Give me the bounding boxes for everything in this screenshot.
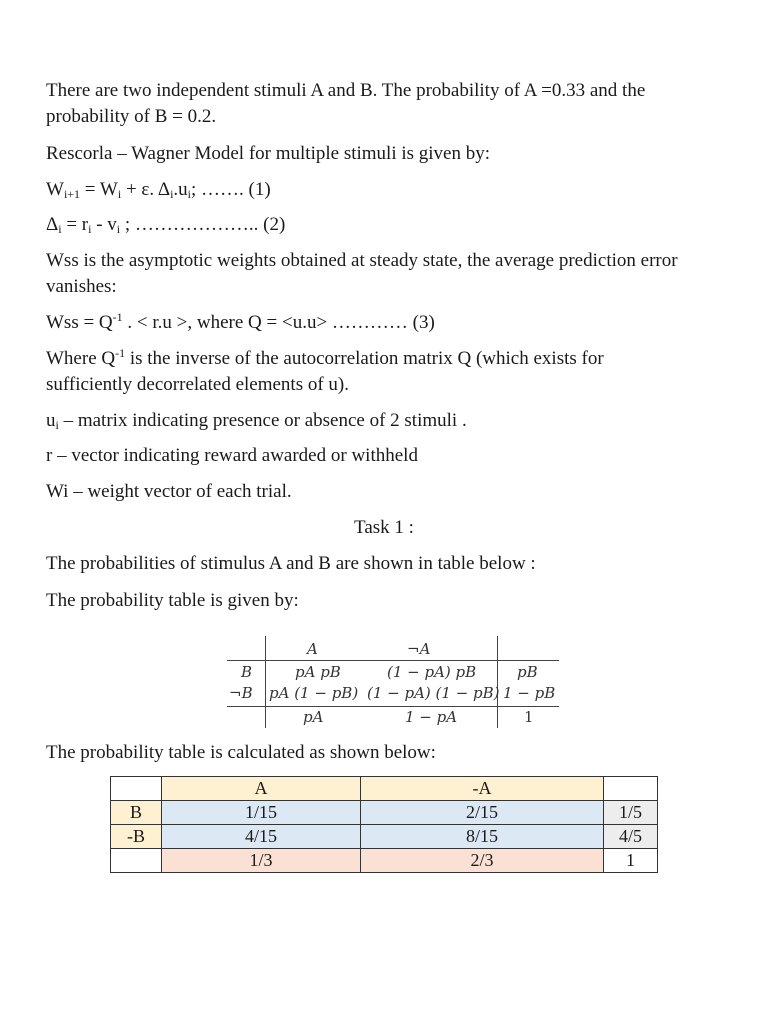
- row-label: -B: [111, 825, 162, 849]
- column-total-cell: 1/3: [162, 849, 361, 873]
- intro-line-2: probability of B = 0.2.: [46, 106, 217, 127]
- cell-pA-1-pB: pA (1 − pB): [269, 684, 359, 702]
- cell-1-pB: 1 − pB: [503, 684, 556, 702]
- calculated-probability-table: [110, 776, 658, 873]
- table-rule: [497, 636, 498, 728]
- table-row: [111, 801, 658, 825]
- table-cell: 4/15: [162, 825, 361, 849]
- ui-definition: $u_i$ – matrix indicating presence or absence of 2 stimuli .: [46, 410, 467, 432]
- row-total-cell: 4/5: [604, 825, 658, 849]
- table-rule: [265, 636, 266, 728]
- cell-pA-total: pA: [303, 708, 324, 726]
- table-header-row: [111, 777, 658, 801]
- row-label-not-B: ¬B: [229, 684, 253, 702]
- cell-1-pA-1-pB: (1 − pA) (1 − pB): [367, 684, 500, 702]
- probabilities-shown-text: The probabilities of stimulus A and B are shown in table below :: [46, 553, 536, 574]
- where-q-paragraph: Where $Q^{-1}$ is the inverse of the autocorrelation matrix Q (which exists for sufficiently decorrelated elements of u).: [46, 346, 604, 395]
- row-total-cell: 1/5: [604, 801, 658, 825]
- table-cell: 2/15: [361, 801, 604, 825]
- probability-table-calculated-text: The probability table is calculated as shown below:: [46, 742, 436, 763]
- equation-3: Wss = $Q^{-1}$ . < r.u >, where Q = <u.u> ………… (3): [46, 310, 435, 333]
- row-label-B: B: [241, 663, 253, 681]
- formula-probability-table: [227, 636, 559, 728]
- table-cell: 8/15: [361, 825, 604, 849]
- table-cell: 1/15: [162, 801, 361, 825]
- table-rule: [227, 660, 559, 661]
- cell-pB: pB: [517, 663, 538, 681]
- table-totals-row: [111, 849, 658, 873]
- table-header-cell: -A: [361, 777, 604, 801]
- cell-1-pA-pB: (1 − pA) pB: [387, 663, 477, 681]
- table-cell: [111, 777, 162, 801]
- row-label: B: [111, 801, 162, 825]
- intro-paragraph: [46, 78, 736, 130]
- table-header-cell: A: [162, 777, 361, 801]
- column-total-cell: 2/3: [361, 849, 604, 873]
- wss-line-1: Wss is the asymptotic weights obtained at steady state, the average prediction error: [46, 250, 678, 271]
- grand-total-cell: 1: [604, 849, 658, 873]
- equation-2: $\Delta_i = r_i - v_i$ ; ……………….. (2): [46, 214, 286, 236]
- table-cell: [604, 777, 658, 801]
- wi-definition: Wi – weight vector of each trial.: [46, 481, 292, 502]
- header-not-A: ¬A: [407, 640, 431, 658]
- table-cell: [111, 849, 162, 873]
- intro-line-1: There are two independent stimuli A and B. The probability of A =0.33 and the: [46, 80, 646, 101]
- task-title: Task 1 :: [354, 517, 414, 538]
- cell-1-pA-total: 1 − pA: [405, 708, 458, 726]
- equation-1: $W_{i+1} = W_i + \varepsilon$. $\Delta_i.u_i$; ……. (1): [46, 179, 271, 201]
- probability-table-given-text: The probability table is given by:: [46, 590, 299, 611]
- header-A: A: [307, 640, 318, 658]
- r-definition: r – vector indicating reward awarded or withheld: [46, 445, 418, 466]
- rw-heading: Rescorla – Wagner Model for multiple stimuli is given by:: [46, 143, 491, 164]
- cell-pA-pB: pA pB: [295, 663, 341, 681]
- table-row: [111, 825, 658, 849]
- table-rule: [227, 706, 559, 707]
- cell-grand-total: 1: [524, 708, 534, 726]
- wss-paragraph: [46, 248, 736, 300]
- wss-line-2: vanishes:: [46, 276, 117, 297]
